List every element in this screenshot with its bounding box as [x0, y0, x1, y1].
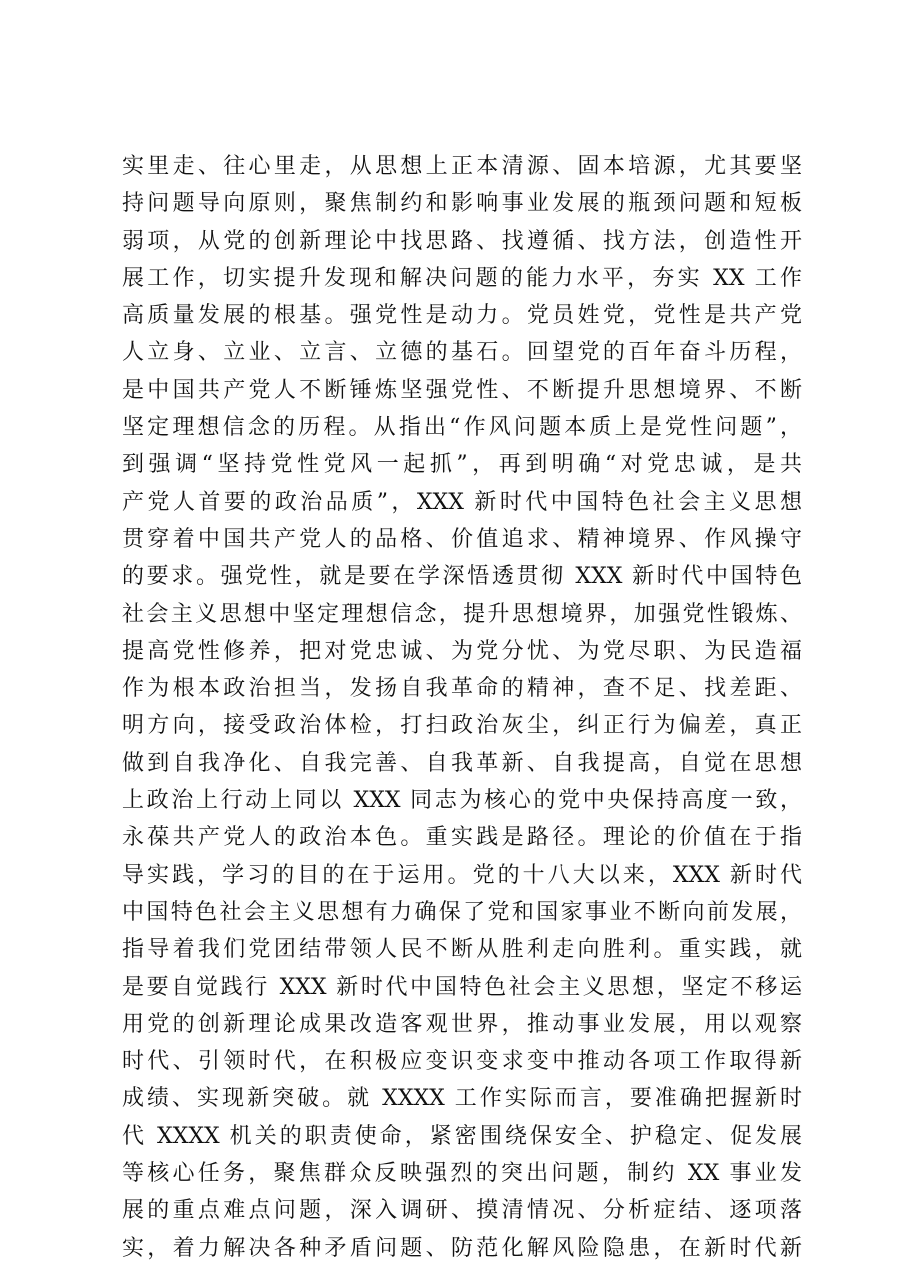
- text-line: 实里走、往心里走，从思想上正本清源、固本培源，尤其要坚: [122, 154, 802, 179]
- text-line: 弱项，从党的创新理论中找思路、找遵循、找方法，创造性开: [122, 228, 802, 254]
- text-line: 永葆共产党人的政治本色。重实践是路径。理论的价值在于指: [122, 825, 802, 851]
- text-line: 明方向，接受政治体检，打扫政治灰尘，纠正行为偏差，真正: [122, 713, 802, 739]
- text-line: 代 XXXX 机关的职责使命，紧密围绕保安全、护稳定、促发展: [122, 1123, 802, 1149]
- text-line: 做到自我净化、自我完善、自我革新、自我提高，自觉在思想: [122, 750, 802, 776]
- text-line: 导实践，学习的目的在于运用。党的十八大以来，XXX 新时代: [122, 862, 802, 888]
- text-line: 指导着我们党团结带领人民不断从胜利走向胜利。重实践，就: [122, 937, 802, 963]
- text-line: 到强调“坚持党性党风一起抓”，再到明确“对党忠诚，是共: [122, 452, 802, 478]
- text-line: 的要求。强党性，就是要在学深悟透贯彻 XXX 新时代中国特色: [122, 564, 802, 590]
- text-line: 展的重点难点问题，深入调研、摸清情况、分析症结、逐项落: [122, 1198, 802, 1224]
- text-line: 用党的创新理论成果改造客观世界，推动事业发展，用以观察: [122, 1011, 802, 1037]
- text-line: 提高党性修养，把对党忠诚、为党分忧、为党尽职、为民造福: [122, 638, 802, 664]
- text-line: 持问题导向原则，聚焦制约和影响事业发展的瓶颈问题和短板: [122, 191, 802, 217]
- text-line: 人立身、立业、立言、立德的基石。回望党的百年奋斗历程，: [122, 340, 802, 366]
- text-line: 中国特色社会主义思想有力确保了党和国家事业不断向前发展，: [122, 899, 802, 925]
- text-line: 坚定理想信念的历程。从指出“作风问题本质上是党性问题”，: [122, 415, 802, 441]
- text-line: 展工作，切实提升发现和解决问题的能力水平，夯实 XX 工作: [122, 265, 802, 291]
- body-text: [122, 148, 802, 1267]
- text-line: 贯穿着中国共产党人的品格、价值追求、精神境界、作风操守: [122, 526, 802, 552]
- text-line: 社会主义思想中坚定理想信念，提升思想境界，加强党性锻炼、: [122, 601, 802, 627]
- text-line: 时代、引领时代，在积极应变识变求变中推动各项工作取得新: [122, 1049, 802, 1075]
- text-line: 是要自觉践行 XXX 新时代中国特色社会主义思想，坚定不移运: [122, 974, 802, 1000]
- text-line: 上政治上行动上同以 XXX 同志为核心的党中央保持高度一致，: [122, 788, 802, 814]
- text-line: 高质量发展的根基。强党性是动力。党员姓党，党性是共产党: [122, 303, 802, 329]
- text-line: 成绩、实现新突破。就 XXXX 工作实际而言，要准确把握新时: [122, 1086, 802, 1112]
- text-line: 实，着力解决各种矛盾问题、防范化解风险隐患，在新时代新: [122, 1235, 802, 1261]
- text-line: 产党人首要的政治品质”，XXX 新时代中国特色社会主义思想: [122, 489, 802, 515]
- text-line: 是中国共产党人不断锤炼坚强党性、不断提升思想境界、不断: [122, 377, 802, 403]
- text-line: 等核心任务，聚焦群众反映强烈的突出问题，制约 XX 事业发: [122, 1161, 802, 1187]
- text-line: 作为根本政治担当，发扬自我革命的精神，查不足、找差距、: [122, 676, 802, 702]
